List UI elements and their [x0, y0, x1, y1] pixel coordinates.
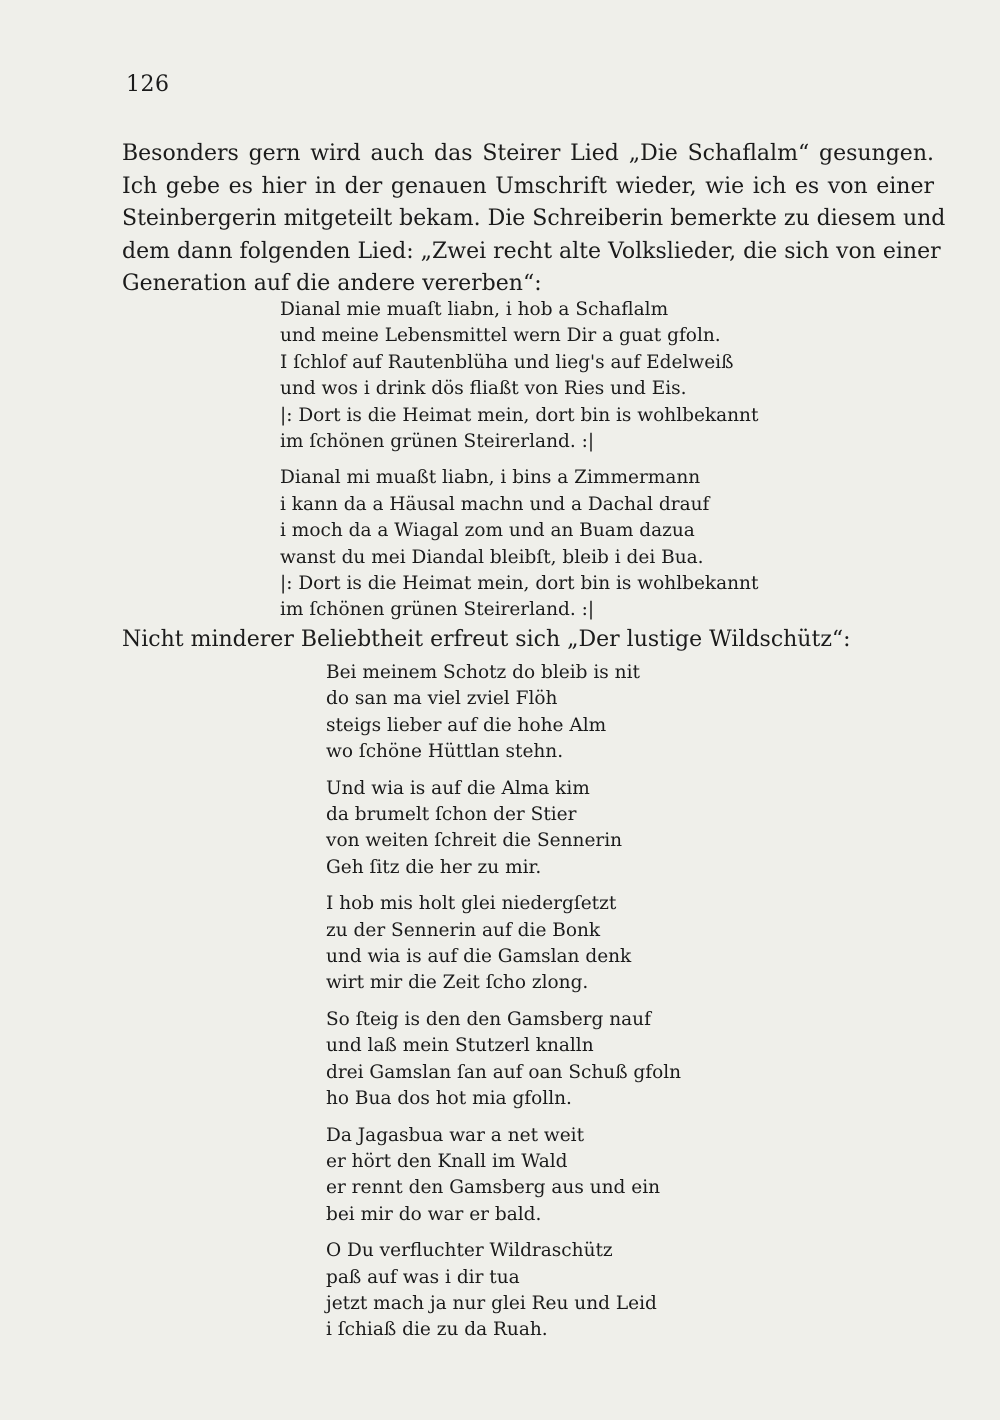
verse-line: im ſchönen grünen Steirerland. :| [280, 599, 595, 621]
verse-line: O Du verfluchter Wildraschütz [326, 1240, 613, 1262]
prose-line: dem dann folgenden Lied: „Zwei recht alte Volkslieder, die sich von einer [122, 238, 941, 264]
stanza [326, 660, 681, 766]
stanza [326, 776, 681, 882]
verse-line: von weiten ſchreit die Sennerin [326, 830, 623, 852]
verse-line: drei Gamslan ſan auf oan Schuß gfoln [326, 1061, 682, 1083]
verse-line: und meine Lebensmittel wern Dir a guat gfoln. [280, 325, 721, 347]
verse-line: zu der Sennerin auf die Bonk [326, 919, 601, 941]
verse-line: i moch da a Wiagal zom und an Buam dazua [280, 520, 695, 542]
verse-line: So ſteig is den den Gamsberg nauf [326, 1008, 651, 1030]
verse-line: I ſchlof auf Rautenblüha und lieg's auf Edelweiß [280, 351, 734, 373]
stanza [326, 1238, 681, 1344]
page-number: 126 [126, 72, 170, 97]
prose-line: Ich gebe es hier in der genauen Umschrift wieder, wie ich es von einer [122, 173, 934, 199]
verse-line: bei mir do war er bald. [326, 1203, 542, 1225]
verse-line: jetzt mach ja nur glei Reu und Leid [326, 1292, 657, 1314]
intro-paragraph [122, 138, 946, 301]
song-intro-line: Nicht minderer Beliebtheit erfreut sich „Der lustige Wildschütz“: [122, 627, 851, 652]
verse-line: er rennt den Gamsberg aus und ein [326, 1177, 661, 1199]
verse-line: und wia is auf die Gamslan denk [326, 946, 632, 968]
verse-line: Da Jagasbua war a net weit [326, 1124, 585, 1146]
song-schaflalm [280, 297, 758, 634]
verse-line: do san ma viel zviel Flöh [326, 688, 558, 710]
verse-line: und wos i drink dös fliaßt von Ries und Eis. [280, 378, 687, 400]
verse-line: i kann da a Häusal machn und a Dachal drauf [280, 493, 710, 515]
verse-line: im ſchönen grünen Steirerland. :| [280, 431, 595, 453]
verse-line: wo ſchöne Hüttlan stehn. [326, 741, 564, 763]
verse-line: da brumelt ſchon der Stier [326, 804, 577, 826]
verse-line: |: Dort is die Heimat mein, dort bin is wohlbekannt [280, 404, 759, 426]
verse-line: und laß mein Stutzerl knalln [326, 1035, 594, 1057]
verse-line: steigs lieber auf die hohe Alm [326, 714, 607, 736]
verse-line: Geh ſitz die her zu mir. [326, 856, 542, 878]
verse-line: |: Dort is die Heimat mein, dort bin is wohlbekannt [280, 573, 759, 595]
verse-line: ho Bua dos hot mia gfolln. [326, 1088, 572, 1110]
song-lustige-wildschuetz [326, 660, 681, 1354]
verse-line: i ſchiaß die zu da Ruah. [326, 1319, 548, 1341]
prose-line: Steinbergerin mitgeteilt bekam. Die Schreiberin bemerkte zu diesem und [122, 206, 946, 231]
verse-line: Und wia is auf die Alma kim [326, 777, 590, 799]
verse-line: Dianal mi muaßt liabn, i bins a Zimmermann [280, 467, 701, 489]
stanza [280, 297, 758, 455]
prose-line: Generation auf die andere vererben“: [122, 271, 542, 296]
stanza [326, 1123, 681, 1229]
verse-line: wirt mir die Zeit ſcho zlong. [326, 972, 589, 994]
stanza [326, 1007, 681, 1113]
stanza [280, 465, 758, 623]
verse-line: paß auf was i dir tua [326, 1266, 520, 1288]
stanza [326, 891, 681, 997]
verse-line: Bei meinem Schotz do bleib is nit [326, 662, 640, 683]
verse-line: Dianal mie muaſt liabn, i hob a Schaflalm [280, 299, 669, 320]
prose-line: Besonders gern wird auch das Steirer Lied „Die Schaflalm“ gesungen. [122, 141, 934, 166]
verse-line: wanst du mei Diandal bleibſt, bleib i dei Bua. [280, 546, 704, 568]
verse-line: er hört den Knall im Wald [326, 1150, 568, 1172]
verse-line: I hob mis holt glei niedergſetzt [326, 893, 617, 915]
